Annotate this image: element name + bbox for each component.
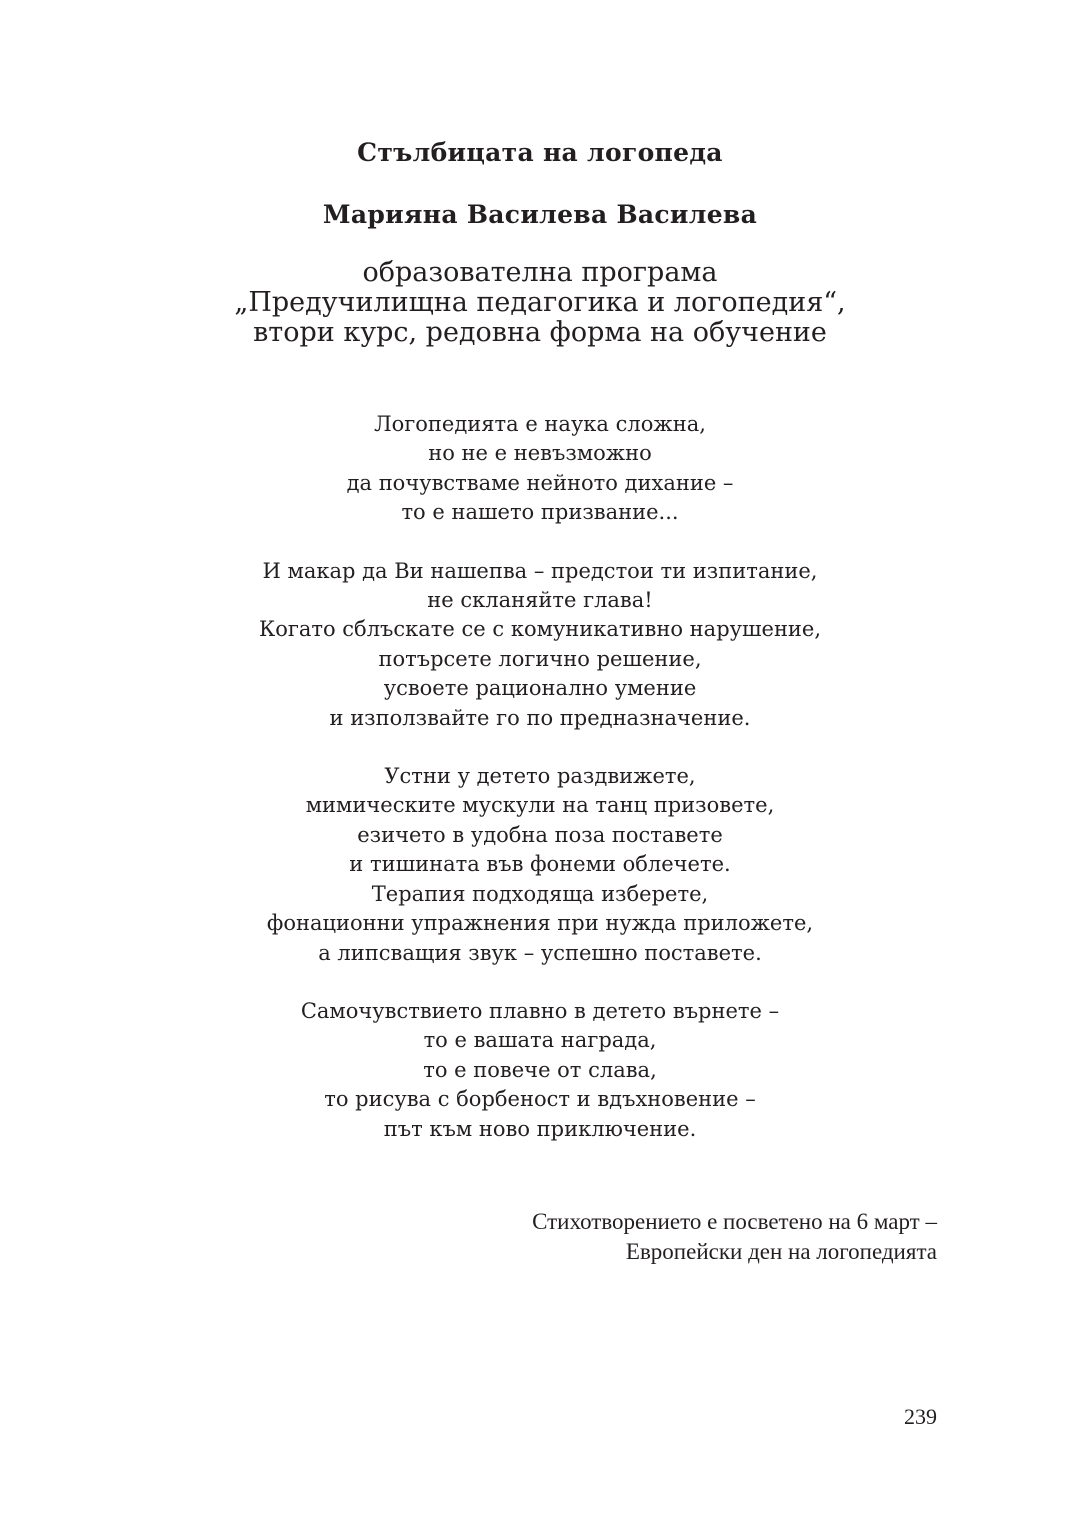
stanza-4	[0, 997, 1080, 1144]
poem-line: път към ново приключение.	[383, 1116, 697, 1141]
author-name: Марияна Василева Василева	[322, 200, 758, 229]
stanza-3	[0, 762, 1080, 968]
poem-line: Когато сблъскате се с комуникативно нарушение,	[258, 617, 822, 642]
program-line: втори курс, редовна форма на обучение	[253, 317, 827, 348]
program-line: „Предучилищна педагогика и логопедия“,	[234, 287, 846, 318]
poem-line: то е повече от слава,	[423, 1057, 657, 1082]
stanza-2	[0, 557, 1080, 733]
poem-line: и тишината във фонеми облечете.	[349, 852, 731, 877]
poem-line: езичето в удобна поза поставете	[357, 822, 723, 847]
poem-line: но не е невъзможно	[428, 441, 652, 466]
poem-line: не скланяйте глава!	[427, 588, 653, 613]
stanza-1	[0, 410, 1080, 528]
poem-line: Терапия подходяща изберете,	[371, 881, 709, 906]
poem-line: потърсете логично решение,	[378, 646, 702, 671]
poem-line: то рисува с борбеност и вдъхновение –	[324, 1087, 756, 1112]
poem-line: Самочувствието плавно в детето върнете –	[300, 998, 780, 1023]
dedication-note	[532, 1207, 937, 1267]
poem-line: И макар да Ви нашепва – предстои ти изпитание,	[262, 558, 818, 583]
dedication-line: Европейски ден на логопедията	[625, 1239, 937, 1264]
poem-line: Логопедията е наука сложна,	[374, 412, 706, 436]
poem-title: Стълбицата на логопеда	[357, 138, 723, 167]
poem-line: и използвайте го по предназначение.	[329, 705, 751, 730]
poem-line: усвоете рационално умение	[383, 676, 697, 701]
poem-line: а липсващия звук – успешно поставете.	[318, 940, 762, 965]
poem-line: фонационни упражнения при нужда приложете,	[266, 911, 814, 936]
poem-body	[0, 410, 1080, 1173]
poem-line: то е вашата награда,	[423, 1028, 657, 1053]
page-number: 239	[904, 1404, 937, 1429]
program-info	[0, 258, 1080, 348]
poem-line: да почувстваме нейното дихание –	[346, 470, 734, 495]
poem-line: Устни у детето раздвижете,	[384, 764, 696, 789]
program-line: образователна програма	[362, 257, 718, 288]
dedication-line: Стихотворението е посветено на 6 март –	[532, 1209, 937, 1234]
poem-line: мимическите мускули на танц призовете,	[305, 793, 775, 818]
poem-line: то е нашето призвание...	[401, 500, 679, 525]
